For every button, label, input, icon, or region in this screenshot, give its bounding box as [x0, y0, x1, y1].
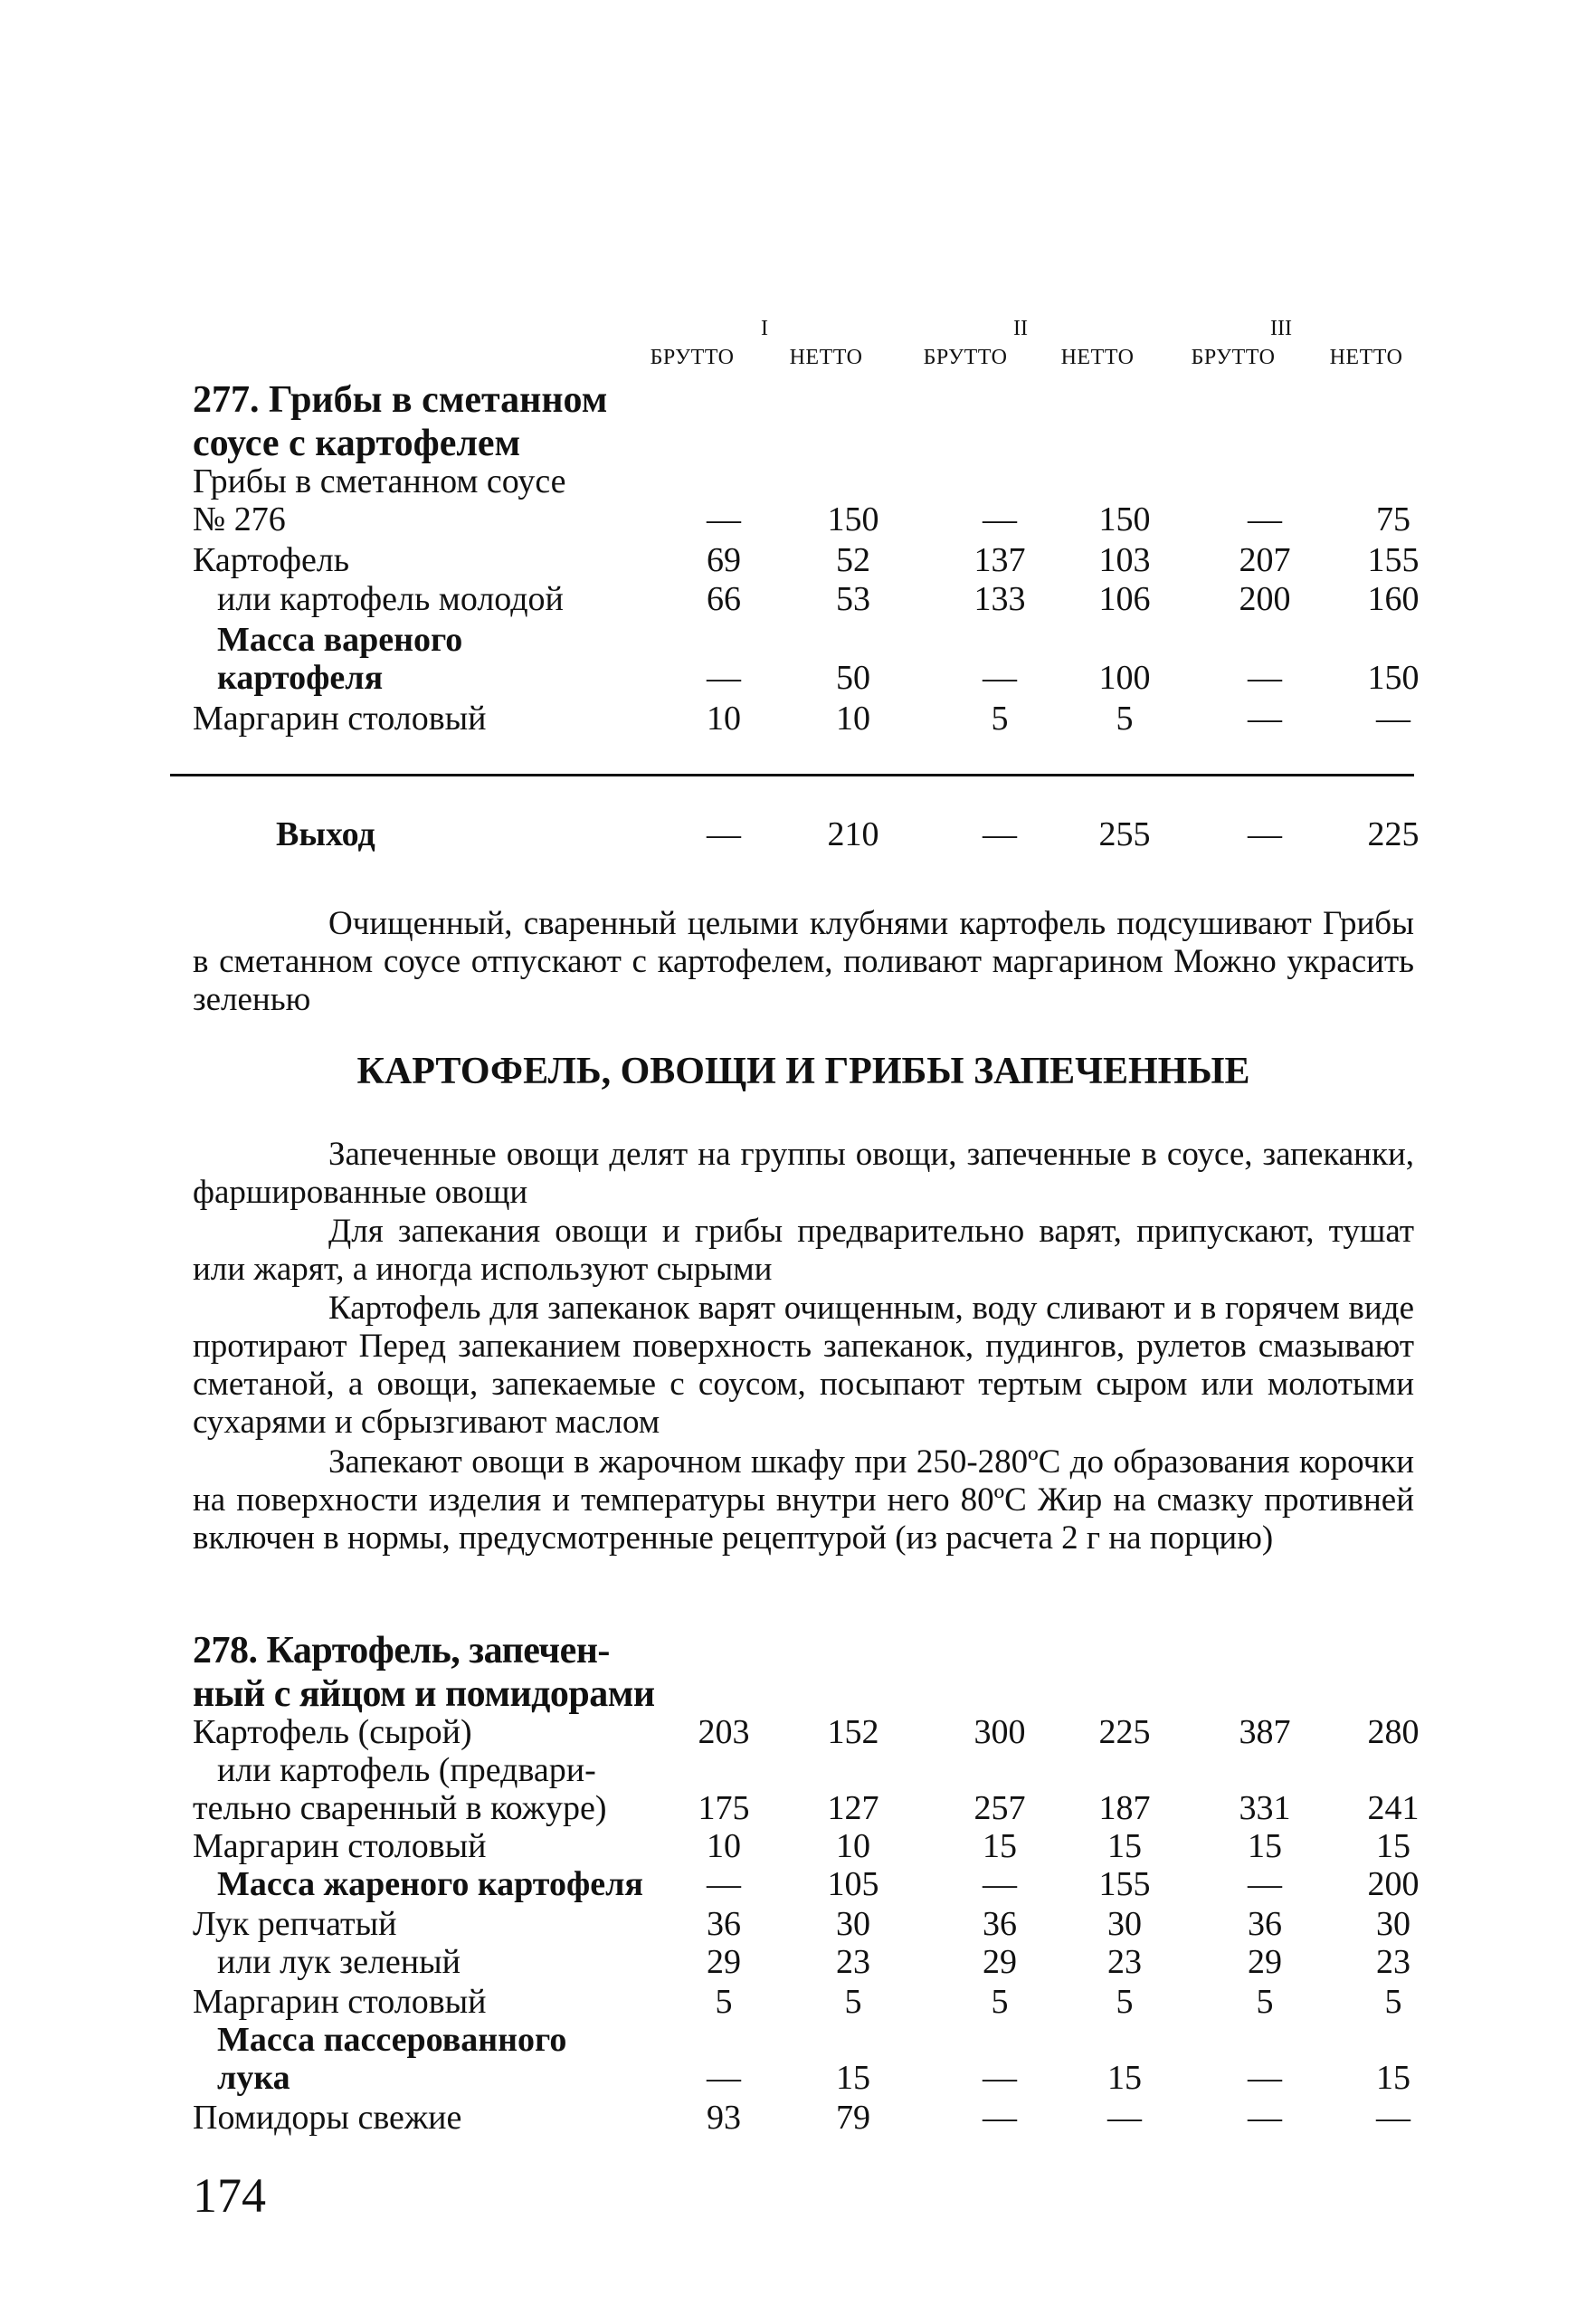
- yield-value: —: [983, 815, 1017, 853]
- ingredient-value: 5: [844, 1983, 862, 2021]
- ingredient-value: 5: [1116, 1983, 1134, 2021]
- ingredient-row: [0, 658, 1586, 700]
- ingredient-label: Маргарин столовый: [193, 1983, 487, 2021]
- ingredient-value: 30: [1376, 1905, 1410, 1943]
- ingredient-value: 29: [1248, 1943, 1282, 1981]
- ingredient-value: 53: [836, 580, 870, 618]
- ingredient-value: 93: [707, 2099, 741, 2137]
- section-title: КАРТОФЕЛЬ, ОВОЩИ И ГРИБЫ ЗАПЕЧЕННЫЕ: [356, 1051, 1250, 1092]
- ingredient-value: —: [1107, 2099, 1142, 2137]
- ingredient-label: Грибы в сметанном соусе: [193, 462, 566, 500]
- ingredient-value: —: [1376, 2099, 1410, 2137]
- ingredient-value: 5: [991, 700, 1009, 738]
- column-header: БРУТТО: [1191, 346, 1276, 369]
- ingredient-value: 106: [1098, 580, 1151, 618]
- ingredient-row: [0, 1826, 1586, 1868]
- ingredient-value: 200: [1367, 1865, 1420, 1903]
- ingredient-label: лука: [217, 2059, 290, 2097]
- ingredient-value: 36: [707, 1905, 741, 1943]
- ingredient-row: [0, 1864, 1586, 1906]
- ingredient-value: 105: [827, 1865, 879, 1903]
- ingredient-row: [0, 1982, 1586, 2024]
- ingredient-value: 331: [1239, 1789, 1291, 1827]
- section-paragraph: Картофель для запеканок варят очищенным, воду сливают и в горячем виде протирают Перед запеканием поверхность запеканок, пудингов, рулетов смазывают сметаной, а овощи, запекаемые с соусом, посыпают тертым сыром или молотыми сухарями и сбрызгивают маслом: [193, 1290, 1414, 1441]
- ingredient-value: 137: [973, 541, 1026, 579]
- portion-group-2: II: [1013, 317, 1028, 340]
- ingredient-label: или картофель (предвари-: [217, 1751, 596, 1789]
- ingredient-label: Маргарин столовый: [193, 1827, 487, 1865]
- recipe-278-title: 278. Картофель, запечен- ный с яйцом и помидорами: [193, 1630, 655, 1715]
- ingredient-label: Масса вареного: [217, 621, 463, 659]
- ingredient-value: —: [707, 659, 741, 697]
- section-paragraph: Запеченные овощи делят на группы овощи, запеченные в соусе, запеканки, фаршированные овощи: [193, 1136, 1414, 1211]
- ingredient-value: 133: [973, 580, 1026, 618]
- ingredient-row: [0, 2020, 1586, 2062]
- ingredient-value: 5: [1116, 700, 1134, 738]
- ingredient-value: —: [1248, 2099, 1282, 2137]
- column-header: НЕТТО: [1329, 346, 1403, 369]
- ingredient-value: —: [983, 659, 1017, 697]
- ingredient-value: 241: [1367, 1789, 1420, 1827]
- ingredient-value: 387: [1239, 1713, 1291, 1751]
- ingredient-value: 10: [836, 700, 870, 738]
- ingredient-value: 15: [1248, 1827, 1282, 1865]
- ingredient-row: [0, 620, 1586, 662]
- ingredient-value: 15: [1107, 2059, 1142, 2097]
- ingredient-row: [0, 540, 1586, 582]
- ingredient-value: —: [983, 2099, 1017, 2137]
- ingredient-value: —: [983, 2059, 1017, 2097]
- ingredient-value: 69: [707, 541, 741, 579]
- ingredient-label: или картофель молодой: [217, 580, 564, 618]
- ingredient-value: —: [707, 2059, 741, 2097]
- yield-row: [0, 814, 1586, 856]
- ingredient-label: Маргарин столовый: [193, 700, 487, 738]
- ingredient-value: 5: [1384, 1983, 1402, 2021]
- ingredient-value: 207: [1239, 541, 1291, 579]
- yield-label: Выход: [276, 815, 375, 853]
- ingredient-value: —: [983, 1865, 1017, 1903]
- ingredient-value: 150: [1098, 500, 1151, 538]
- portion-group-1: I: [761, 317, 768, 340]
- ingredient-value: 300: [973, 1713, 1026, 1751]
- ingredient-value: 36: [1248, 1905, 1282, 1943]
- ingredient-value: 30: [1107, 1905, 1142, 1943]
- ingredient-row: [0, 579, 1586, 621]
- ingredient-value: 79: [836, 2099, 870, 2137]
- yield-value: 210: [827, 815, 879, 853]
- ingredient-row: [0, 462, 1586, 503]
- ingredient-label: Масса жареного картофеля: [217, 1865, 643, 1903]
- ingredient-value: —: [1248, 1865, 1282, 1903]
- ingredient-value: 23: [836, 1943, 870, 1981]
- ingredient-label: Лук репчатый: [193, 1905, 397, 1943]
- ingredient-value: 5: [715, 1983, 733, 2021]
- ingredient-row: [0, 699, 1586, 740]
- ingredient-value: 280: [1367, 1713, 1420, 1751]
- yield-value: —: [707, 815, 741, 853]
- ingredient-value: —: [1248, 2059, 1282, 2097]
- ingredient-value: 75: [1376, 500, 1410, 538]
- ingredient-value: 23: [1376, 1943, 1410, 1981]
- ingredient-value: —: [983, 500, 1017, 538]
- ingredient-value: 15: [1376, 1827, 1410, 1865]
- ingredient-value: 52: [836, 541, 870, 579]
- ingredient-value: 155: [1367, 541, 1420, 579]
- column-header: БРУТТО: [923, 346, 1008, 369]
- ingredient-value: 257: [973, 1789, 1026, 1827]
- ingredient-value: 29: [983, 1943, 1017, 1981]
- ingredient-value: 50: [836, 659, 870, 697]
- ingredient-label: Картофель: [193, 541, 350, 579]
- ingredient-value: —: [1248, 500, 1282, 538]
- ingredient-value: 150: [827, 500, 879, 538]
- ingredient-value: 15: [1107, 1827, 1142, 1865]
- column-header: НЕТТО: [789, 346, 863, 369]
- yield-value: —: [1248, 815, 1282, 853]
- ingredient-value: 15: [1376, 2059, 1410, 2097]
- ingredient-value: 200: [1239, 580, 1291, 618]
- ingredient-value: 5: [991, 1983, 1009, 2021]
- ingredient-value: 15: [983, 1827, 1017, 1865]
- ingredient-value: 155: [1098, 1865, 1151, 1903]
- column-header: НЕТТО: [1060, 346, 1135, 369]
- ingredient-value: 66: [707, 580, 741, 618]
- ingredient-value: —: [707, 500, 741, 538]
- ingredient-value: 10: [707, 1827, 741, 1865]
- column-header: БРУТТО: [650, 346, 735, 369]
- ingredient-row: [0, 1904, 1586, 1946]
- ingredient-value: 160: [1367, 580, 1420, 618]
- ingredient-label: тельно сваренный в кожуре): [193, 1789, 607, 1827]
- ingredient-label: Помидоры свежие: [193, 2099, 462, 2137]
- ingredient-value: —: [1248, 659, 1282, 697]
- table-rule: [170, 774, 1414, 776]
- portion-group-3: III: [1270, 317, 1292, 340]
- ingredient-value: 103: [1098, 541, 1151, 579]
- ingredient-value: 36: [983, 1905, 1017, 1943]
- ingredient-row: [0, 1942, 1586, 1984]
- ingredient-value: 5: [1256, 1983, 1274, 2021]
- ingredient-value: —: [707, 1865, 741, 1903]
- ingredient-value: 23: [1107, 1943, 1142, 1981]
- ingredient-row: [0, 1788, 1586, 1830]
- ingredient-label: № 276: [193, 500, 286, 538]
- ingredient-row: [0, 1712, 1586, 1754]
- ingredient-value: 175: [698, 1789, 750, 1827]
- recipe-277-note: Очищенный, сваренный целыми клубнями картофель подсушивают Грибы в сметанном соусе отпускают с картофелем, поливают маргарином Можно украсить зеленью: [193, 905, 1414, 1018]
- ingredient-value: 100: [1098, 659, 1151, 697]
- section-paragraph: Для запекания овощи и грибы предварительно варят, припускают, тушат или жарят, а иногда используют сырыми: [193, 1213, 1414, 1288]
- ingredient-value: 29: [707, 1943, 741, 1981]
- yield-value: 255: [1098, 815, 1151, 853]
- ingredient-value: 152: [827, 1713, 879, 1751]
- ingredient-value: 203: [698, 1713, 750, 1751]
- ingredient-row: [0, 2058, 1586, 2100]
- section-paragraph: Запекают овощи в жарочном шкафу при 250-280ºС до образования корочки на поверхности изделия и температуры внутри него 80ºС Жир на смазку противней включен в нормы, предусмотренные рецептурой (из расчета 2 г на порцию): [193, 1443, 1414, 1557]
- ingredient-value: 150: [1367, 659, 1420, 697]
- ingredient-value: 10: [836, 1827, 870, 1865]
- ingredient-label: картофеля: [217, 659, 384, 697]
- ingredient-value: 10: [707, 700, 741, 738]
- ingredient-label: Масса пассерованного: [217, 2021, 567, 2059]
- ingredient-value: —: [1376, 700, 1410, 738]
- recipe-277-title: 277. Грибы в сметанном соусе с картофелем: [193, 379, 608, 464]
- ingredient-value: 127: [827, 1789, 879, 1827]
- ingredient-row: [0, 500, 1586, 541]
- ingredient-label: Картофель (сырой): [193, 1713, 472, 1751]
- ingredient-row: [0, 1750, 1586, 1792]
- yield-value: 225: [1367, 815, 1420, 853]
- page-number: 174: [193, 2168, 266, 2223]
- ingredient-value: 187: [1098, 1789, 1151, 1827]
- ingredient-value: —: [1248, 700, 1282, 738]
- ingredient-value: 15: [836, 2059, 870, 2097]
- ingredient-row: [0, 2098, 1586, 2139]
- ingredient-value: 30: [836, 1905, 870, 1943]
- ingredient-value: 225: [1098, 1713, 1151, 1751]
- ingredient-label: или лук зеленый: [217, 1943, 461, 1981]
